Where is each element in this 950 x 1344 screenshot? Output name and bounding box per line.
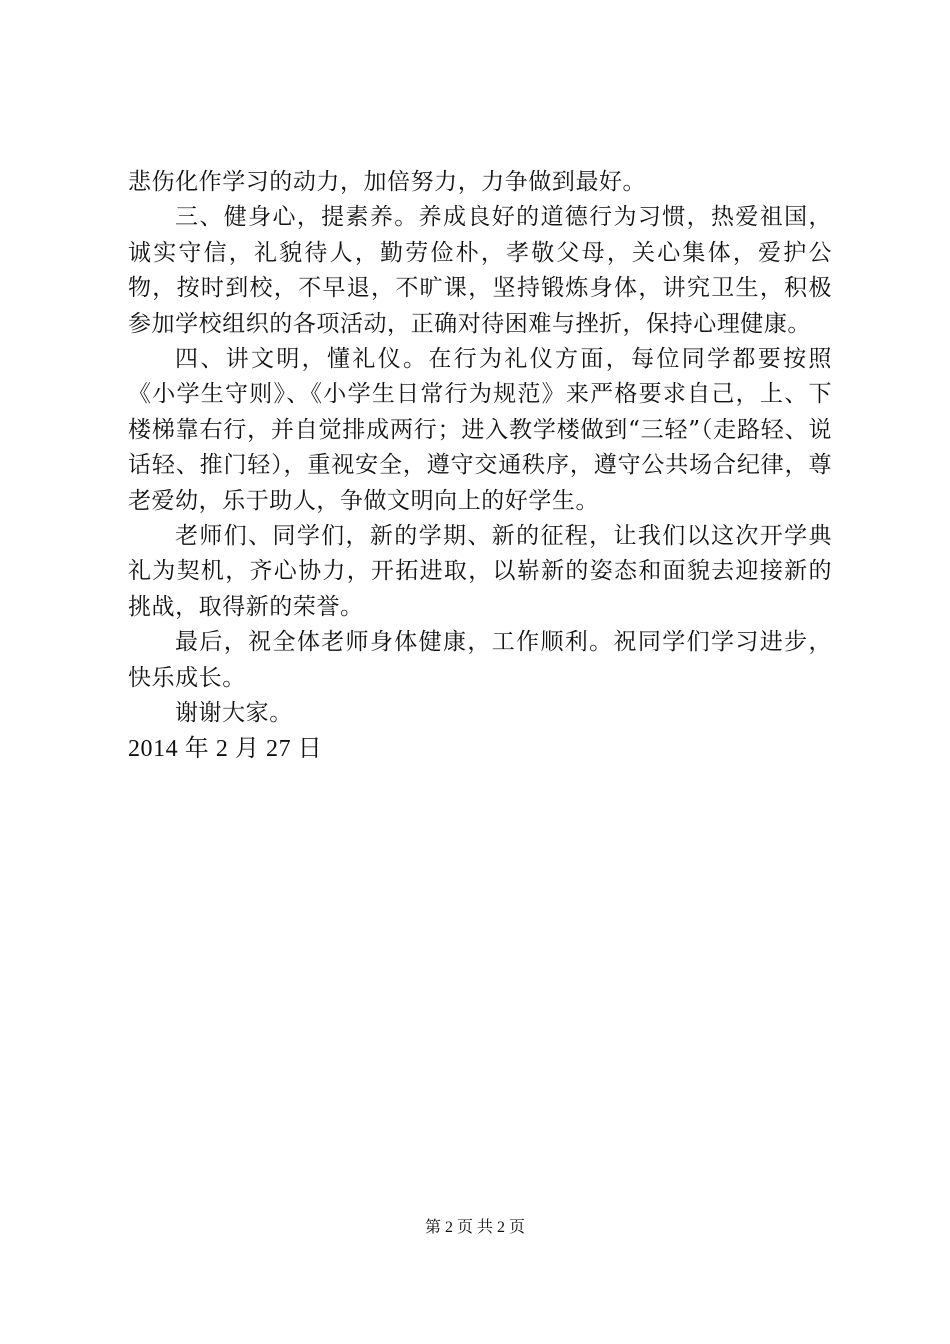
paragraph-etiquette: 四、讲文明，懂礼仪。在行为礼仪方面，每位同学都要按照《小学生守则》、《小学生日常行为规范》来严格要求自己，上、下楼梯靠右行，并自觉排成两行；进入教学楼做到“三轻”（走路轻、说话轻、推门轻），重视安全，遵守交通秩序，遵守公共场合纪律，尊老爱幼，乐于助人，争做文明向上的好学生。 xyxy=(128,346,832,514)
document-date: 2014 年 2 月 27 日 xyxy=(128,735,323,762)
paragraph-wishes: 最后，祝全体老师身体健康，工作顺利。祝同学们学习进步，快乐成长。 xyxy=(128,629,832,691)
paragraph-continuation: 悲伤化作学习的动力，加倍努力，力争做到最好。 xyxy=(128,169,647,195)
paragraph-new-semester: 老师们、同学们，新的学期、新的征程，让我们以这次开学典礼为契机，齐心协力，开拓进取，以崭新的姿态和面貌去迎接新的挑战，取得新的荣誉。 xyxy=(128,523,832,620)
page-footer: 第 2 页 共 2 页 xyxy=(424,1219,525,1236)
document-body xyxy=(128,165,832,767)
paragraph-health: 三、健身心，提素养。养成良好的道德行为习惯，热爱祖国，诚实守信，礼貌待人，勤劳俭朴，孝敬父母，关心集体，爱护公物，按时到校，不早退，不旷课，坚持锻炼身体，讲究卫生，积极参加学校组织的各项活动，正确对待困难与挫折，保持心理健康。 xyxy=(128,204,832,337)
paragraph-thanks: 谢谢大家。 xyxy=(175,700,293,727)
